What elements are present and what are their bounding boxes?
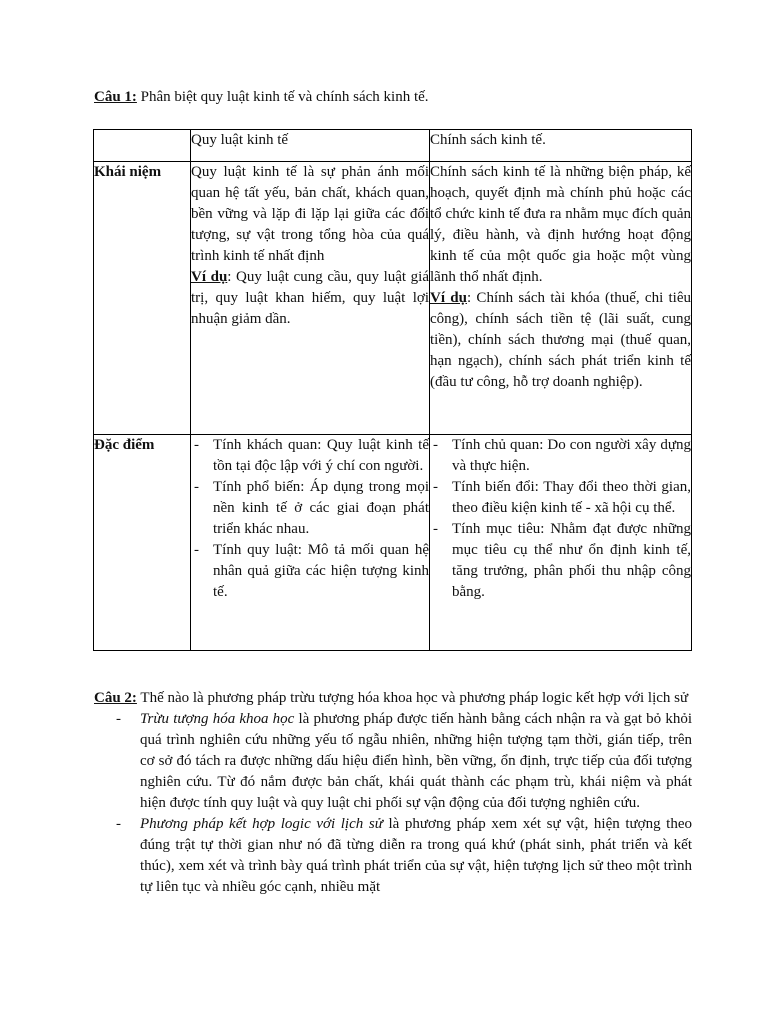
cell-law-characteristics [191, 435, 430, 651]
policy-example-label: Ví dụ [430, 290, 467, 306]
term-logic-history-text: là phương pháp xem xét sự vật, hiện tượng theo đúng trật tự thời gian như nó đã từng diễn ra trong quá khứ (phát sinh, phát triển và kết thúc), xem xét và trình bày quá trình phát triển của sự vật, hiện tượng lịch sử theo một trình tự liên tục và nhiều góc cạnh, nhiều mặt [140, 816, 692, 895]
term-abstraction: Trừu tượng hóa khoa học [140, 711, 295, 727]
law-characteristics-list [191, 435, 429, 603]
law-definition: Quy luật kinh tế là sự phản ánh mối quan hệ tất yếu, bản chất, khách quan, bền vững và lặp đi lặp lại giữa các đối tượng, sự vật trong tổng hòa của quá trình kinh tế nhất định [191, 164, 429, 264]
cell-policy-characteristics [430, 435, 692, 651]
comparison-table [93, 129, 692, 651]
law-example-label: Ví dụ [191, 269, 228, 285]
list-item: - Tính chủ quan: Do con người xây dựng và thực hiện. [430, 435, 691, 477]
table-header-row [94, 130, 692, 162]
list-item [94, 814, 692, 898]
policy-definition: Chính sách kinh tế là những biện pháp, kế hoạch, quyết định mà chính phủ hoặc các tổ chức kinh tế đưa ra nhằm mục đích quản lý, điều hành, và định hướng hoạt động kinh tế của một quốc gia hoặc một vùng lãnh thổ nhất định. [430, 164, 691, 285]
table-row-characteristics [94, 435, 692, 651]
list-item: - Tính biến đổi: Thay đổi theo thời gian, theo điều kiện kinh tế - xã hội cụ thể. [430, 477, 691, 519]
table-row-concept [94, 162, 692, 435]
question-1-heading [94, 87, 429, 107]
question-2-list [94, 709, 692, 898]
law-example-text: : Quy luật cung cầu, quy luật giá trị, quy luật khan hiếm, quy luật lợi nhuận giảm dần. [191, 269, 429, 327]
question-2-text: Thế nào là phương pháp trừu tượng hóa khoa học và phương pháp logic kết hợp với lịch sử [136, 690, 689, 706]
list-item: - Tính khách quan: Quy luật kinh tế tồn tại độc lập với ý chí con người. [191, 435, 429, 477]
term-abstraction-text: là phương pháp được tiến hành bằng cách nhận ra và gạt bỏ khỏi quá trình nghiên cứu những yếu tố ngẫu nhiên, những hiện tượng tạm thời, gián tiếp, trên cơ sở đó tách ra được những dấu hiệu điển hình, bền vững, ổn định, trực tiếp của đối tượng nghiên cứu. Từ đó nắm được bản chất, khái quát thành các phạm trù, khái niệm và phát hiện được tính quy luật và quy luật chi phối sự vận động của đối tượng nghiên cứu. [140, 711, 692, 811]
list-item: - Tính quy luật: Mô tả mối quan hệ nhân quả giữa các hiện tượng kinh tế. [191, 540, 429, 603]
policy-example [430, 288, 691, 393]
table-header-economic-policy: Chính sách kinh tế. [430, 130, 692, 162]
question-1-text: Phân biệt quy luật kinh tế và chính sách kinh tế. [136, 89, 429, 105]
cell-policy-concept [430, 162, 692, 435]
question-2-label: Câu 2: [94, 690, 137, 706]
list-item: - Tính mục tiêu: Nhằm đạt được những mục tiêu cụ thể như ổn định kinh tế, tăng trưởng, phân phối thu nhập công bằng. [430, 519, 691, 603]
question-2-heading [94, 688, 692, 709]
question-2-section [94, 688, 692, 898]
policy-example-text: : Chính sách tài khóa (thuế, chi tiêu công), chính sách tiền tệ (lãi suất, cung tiền), chính sách thương mại (thuế quan, hạn ngạch), chính sách phát triển kinh tế (đầu tư công, hỗ trợ doanh nghiệp). [430, 290, 692, 390]
law-example [191, 267, 429, 330]
cell-law-concept [191, 162, 430, 435]
term-logic-history: Phương pháp kết hợp logic với lịch sử [140, 816, 383, 832]
row-label-concept: Khái niệm [94, 162, 191, 435]
list-item: - Tính phổ biến: Áp dụng trong mọi nền kinh tế ở các giai đoạn phát triển khác nhau. [191, 477, 429, 540]
policy-characteristics-list [430, 435, 691, 603]
question-1-label: Câu 1: [94, 89, 137, 105]
row-label-characteristics: Đặc điểm [94, 435, 191, 651]
table-header-empty [94, 130, 191, 162]
list-item [94, 709, 692, 814]
table-header-economic-law: Quy luật kinh tế [191, 130, 430, 162]
